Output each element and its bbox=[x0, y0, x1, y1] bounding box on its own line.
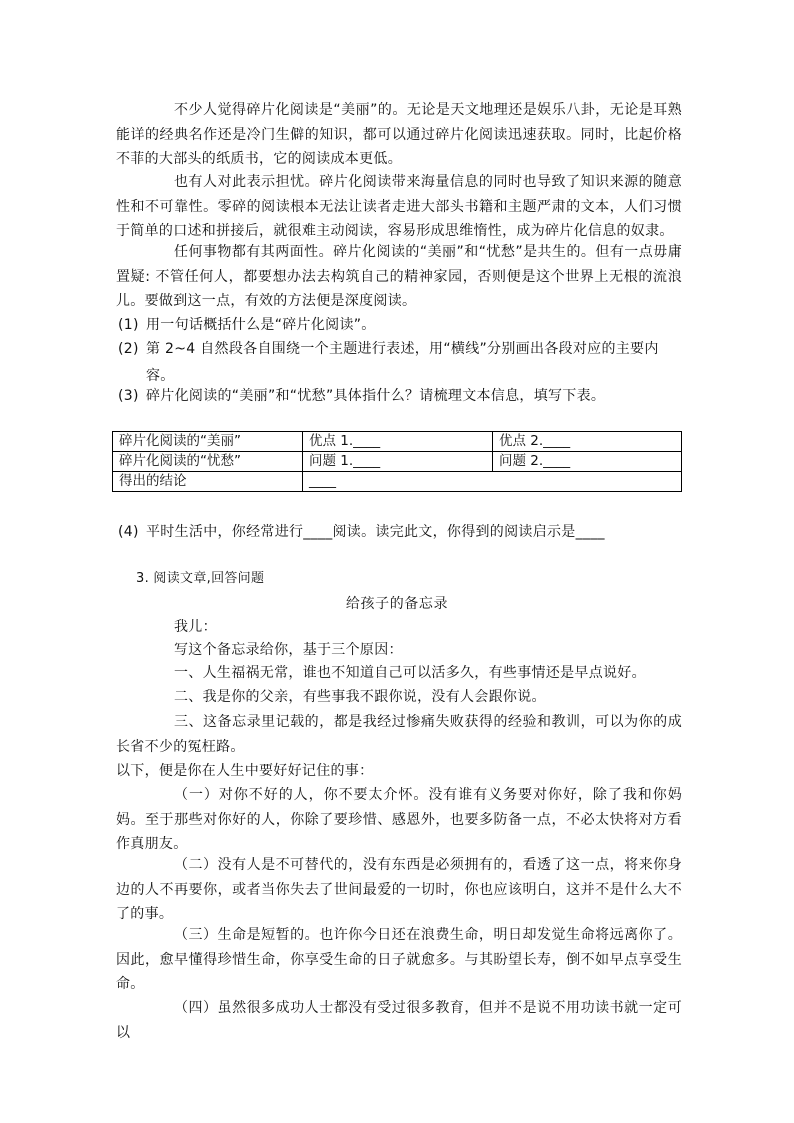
lead-line: 以下，便是你在人生中要好好记住的事： bbox=[116, 763, 374, 779]
question-number: (2) bbox=[118, 341, 139, 357]
table-row-label: 碎片化阅读的“忧愁” bbox=[113, 452, 303, 472]
passage-paragraph-1: 不少人觉得碎片化阅读是“美丽”的。无论是天文地理还是娱乐八卦，无论是耳熟能详的经典名作还是冷门生僻的知识，都可以通过碎片化阅读迅速获取。同时，比起价格不菲的大部头的纸质书，它的阅读成本更低。 bbox=[116, 102, 682, 167]
question-3 bbox=[118, 383, 682, 410]
reason-3: 三、这备忘录里记载的，都是我经过惨痛失败获得的经验和教训，可以为你的成长省不少的冤枉路。 bbox=[116, 714, 682, 755]
memo-item-1: （一）对你不好的人，你不要太介怀。没有谁有义务要对你好，除了我和你妈妈。至于那些对你好的人，你除了要珍惜、感恩外，也要多防备一点，不必太快将对方看作真朋友。 bbox=[116, 787, 682, 852]
table-cell: ____ bbox=[303, 472, 682, 492]
question-1 bbox=[118, 312, 682, 339]
table-row bbox=[113, 452, 682, 472]
question-text: 第 2~4 自然段各自围绕一个主题进行表述，用“横线”分别画出各段对应的主要内容。 bbox=[146, 341, 659, 384]
table-row bbox=[113, 472, 682, 492]
question-2 bbox=[118, 336, 682, 390]
passage-paragraph-2: 也有人对此表示担忧。碎片化阅读带来海量信息的同时也导致了知识来源的随意性和不可靠性。零碎的阅读根本无法让读者走进大部头书籍和主题严肃的文本，人们习惯于简单的口述和拼接后，就很难主动阅读，容易形成思维惰性，成为碎片化信息的奴隶。 bbox=[116, 174, 682, 239]
question-4 bbox=[118, 519, 682, 546]
question-text: 碎片化阅读的“美丽”和“忧愁”具体指什么？请梳理文本信息，填写下表。 bbox=[146, 388, 606, 404]
question-number: (3) bbox=[118, 388, 139, 404]
question-text: 用一句话概括什么是“碎片化阅读”。 bbox=[146, 317, 376, 333]
salutation: 我儿： bbox=[174, 619, 217, 635]
table-cell: 问题 1.____ bbox=[303, 452, 493, 472]
answer-table bbox=[112, 431, 682, 492]
table-cell: 优点 1.____ bbox=[303, 432, 493, 452]
essay-title: 给孩子的备忘录 bbox=[345, 596, 449, 612]
table-row-label: 得出的结论 bbox=[113, 472, 303, 492]
question-text: 平时生活中，你经常进行____阅读。读完此文，你得到的阅读启示是____ bbox=[146, 524, 605, 540]
memo-item-2: （二）没有人是不可替代的，没有东西是必须拥有的，看透了这一点，将来你身边的人不再要你，或者当你失去了世间最爱的一切时，你也应该明白，这并不是什么大不了的事。 bbox=[116, 857, 682, 922]
section-heading: 3. 阅读文章,回答问题 bbox=[136, 571, 265, 586]
table-cell: 优点 2.____ bbox=[493, 432, 682, 452]
reason-1: 一、人生福祸无常，谁也不知道自己可以活多久，有些事情还是早点说好。 bbox=[174, 665, 646, 681]
reason-2: 二、我是你的父亲，有些事我不跟你说，没有人会跟你说。 bbox=[174, 689, 546, 705]
memo-item-4: （四）虽然很多成功人士都没有受过很多教育，但并不是说不用功读书就一定可以 bbox=[116, 1000, 682, 1041]
table-cell: 问题 2.____ bbox=[493, 452, 682, 472]
intro-line: 写这个备忘录给你，基于三个原因： bbox=[174, 642, 403, 658]
table-row-label: 碎片化阅读的“美丽” bbox=[113, 432, 303, 452]
question-number: (1) bbox=[118, 317, 139, 333]
table-row bbox=[113, 432, 682, 452]
question-number: (4) bbox=[118, 524, 139, 540]
memo-item-3: （三）生命是短暂的。也许你今日还在浪费生命，明日却发觉生命将远离你了。因此，愈早懂得珍惜生命，你享受生命的日子就愈多。与其盼望长寿，倒不如早点享受生命。 bbox=[116, 927, 682, 992]
passage-paragraph-3: 任何事物都有其两面性。碎片化阅读的“美丽”和“忧愁”是共生的。但有一点毋庸置疑: 不管任何人，都要想办法去构筑自己的精神家园，否则便是这个世界上无根的流浪儿。要做到这一点，有效的方法便是深度阅读。 bbox=[116, 244, 682, 309]
